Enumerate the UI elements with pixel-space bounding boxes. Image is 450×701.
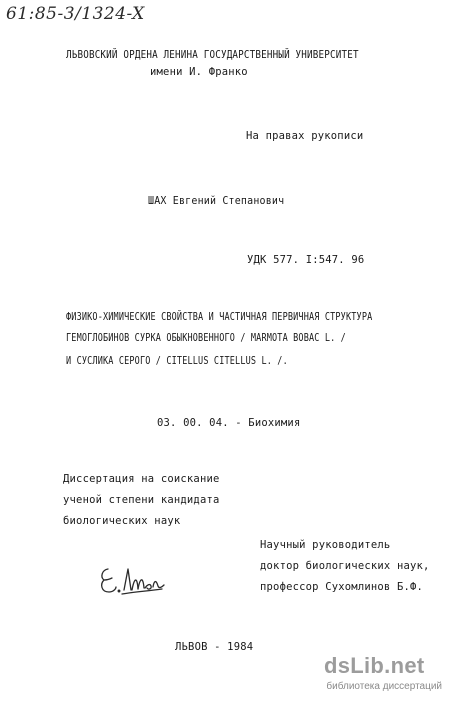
title-line-2-text: ГЕМОГЛОБИНОВ СУРКА ОБЫКНОВЕННОГО / MARMOTA BOBAC L. / xyxy=(66,332,346,344)
title-line-3-text: И СУСЛИКА СЕРОГО / CITELLUS CITELLUS L. /. xyxy=(66,355,288,367)
university-name-text: ЛЬВОВСКИЙ ОРДЕНА ЛЕНИНА ГОСУДАРСТВЕННЫЙ УНИВЕРСИТЕТ xyxy=(66,49,359,61)
signature-image xyxy=(98,561,168,601)
supervisor-line-2: доктор биологических наук, xyxy=(260,560,430,572)
title-line-1-text: ФИЗИКО-ХИМИЧЕСКИЕ СВОЙСТВА И ЧАСТИЧНАЯ ПЕРВИЧНАЯ СТРУКТУРА xyxy=(66,311,373,323)
dissertation-line-2: ученой степени кандидата xyxy=(63,494,220,506)
watermark[interactable] xyxy=(324,653,442,697)
udc-code: УДК 577. I:547. 96 xyxy=(247,254,365,266)
dissertation-line-3: биологических наук xyxy=(63,515,181,527)
title-line-1 xyxy=(66,312,444,323)
supervisor-line-1: Научный руководитель xyxy=(260,539,391,551)
title-line-2 xyxy=(66,333,412,344)
dissertation-line-1: Диссертация на соискание xyxy=(63,473,220,485)
archive-code: 61:85-3/1324-X xyxy=(6,4,145,24)
manuscript-rights-note: На правах рукописи xyxy=(246,130,364,142)
watermark-tagline: библиотека диссертаций xyxy=(326,681,442,692)
specialty-code: 03. 00. 04. - Биохимия xyxy=(157,417,301,429)
author-name xyxy=(148,196,291,207)
author-name-text: ШАХ Евгений Степанович xyxy=(148,195,285,207)
university-name xyxy=(66,50,399,61)
supervisor-line-3: профессор Сухомлинов Б.Ф. xyxy=(260,581,424,593)
title-line-3 xyxy=(66,356,340,367)
university-named-after: имени И. Франко xyxy=(150,66,248,78)
watermark-logo: dsLib.net xyxy=(324,653,425,678)
city-year: ЛЬВОВ - 1984 xyxy=(175,641,254,653)
